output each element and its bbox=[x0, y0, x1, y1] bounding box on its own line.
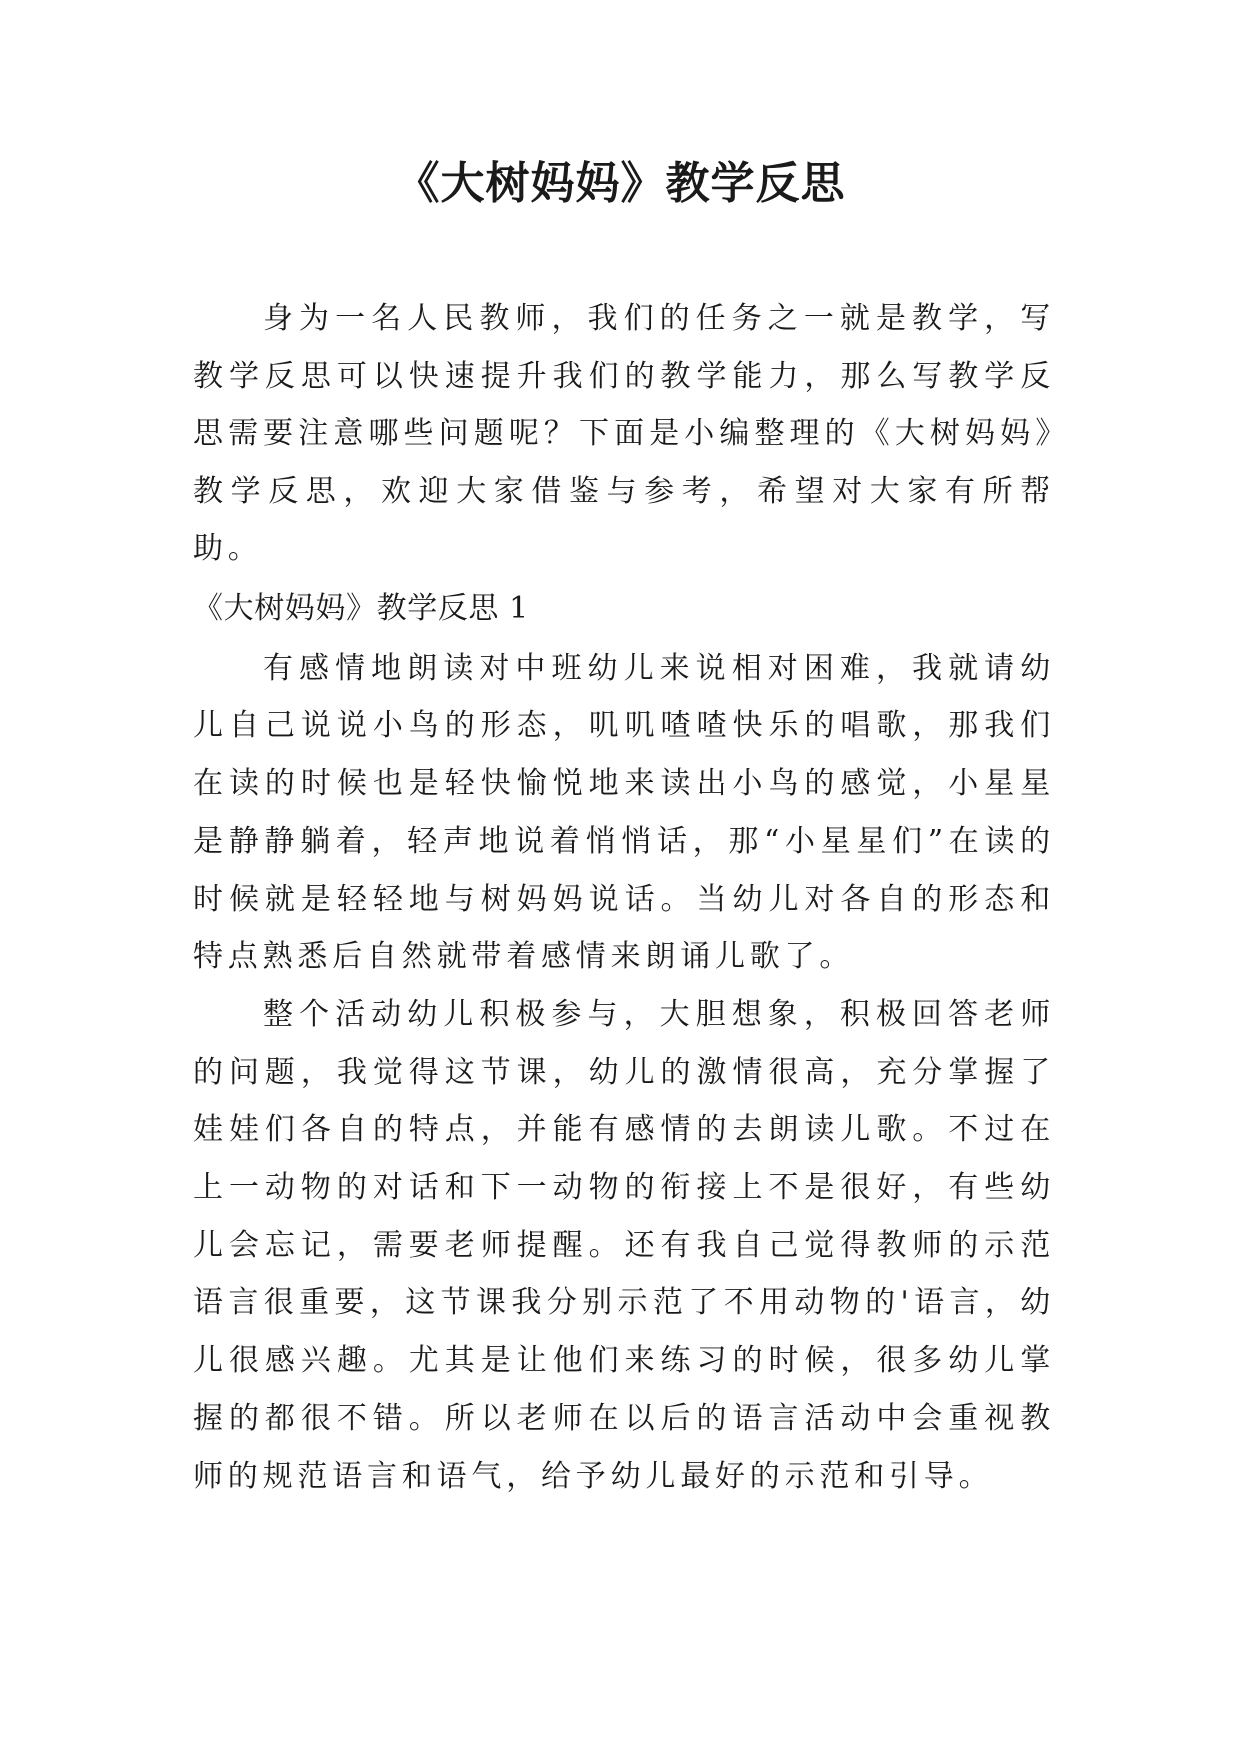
section-heading: 《大树妈妈》教学反思 1 bbox=[193, 591, 529, 626]
body-paragraph-1: 有感情地朗读对中班幼儿来说相对困难，我就请幼儿自己说说小鸟的形态，叽叽喳喳快乐的唱歌，那我们在读的时候也是轻快愉悦地来读出小鸟的感觉，小星星是静静躺着，轻声地说着悄悄话，那“小星星们”在读的时候就是轻轻地与树妈妈说话。当幼儿对各自的形态和特点熟悉后自然就带着感情来朗诵儿歌了。 bbox=[193, 650, 1055, 975]
section-1 bbox=[193, 580, 1055, 1505]
intro-paragraph: 身为一名人民教师，我们的任务之一就是教学，写教学反思可以快速提升我们的教学能力，那么写教学反思需要注意哪些问题呢？下面是小编整理的《大树妈妈》教学反思，欢迎大家借鉴与参考，希望对大家有所帮助。 bbox=[193, 301, 1055, 566]
body-paragraph-2: 整个活动幼儿积极参与，大胆想象，积极回答老师的问题，我觉得这节课，幼儿的激情很高，充分掌握了娃娃们各自的特点，并能有感情的去朗读儿歌。不过在上一动物的对话和下一动物的衔接上不是很好，有些幼儿会忘记，需要老师提醒。还有我自己觉得教师的示范语言很重要，这节课我分别示范了不用动物的'语言，幼儿很感兴趣。尤其是让他们来练习的时候，很多幼儿掌握的都很不错。所以老师在以后的语言活动中会重视教师的规范语言和语气，给予幼儿最好的示范和引导。 bbox=[193, 996, 1055, 1494]
intro-block bbox=[193, 290, 1055, 578]
document-title: 《大树妈妈》教学反思 bbox=[395, 158, 846, 209]
